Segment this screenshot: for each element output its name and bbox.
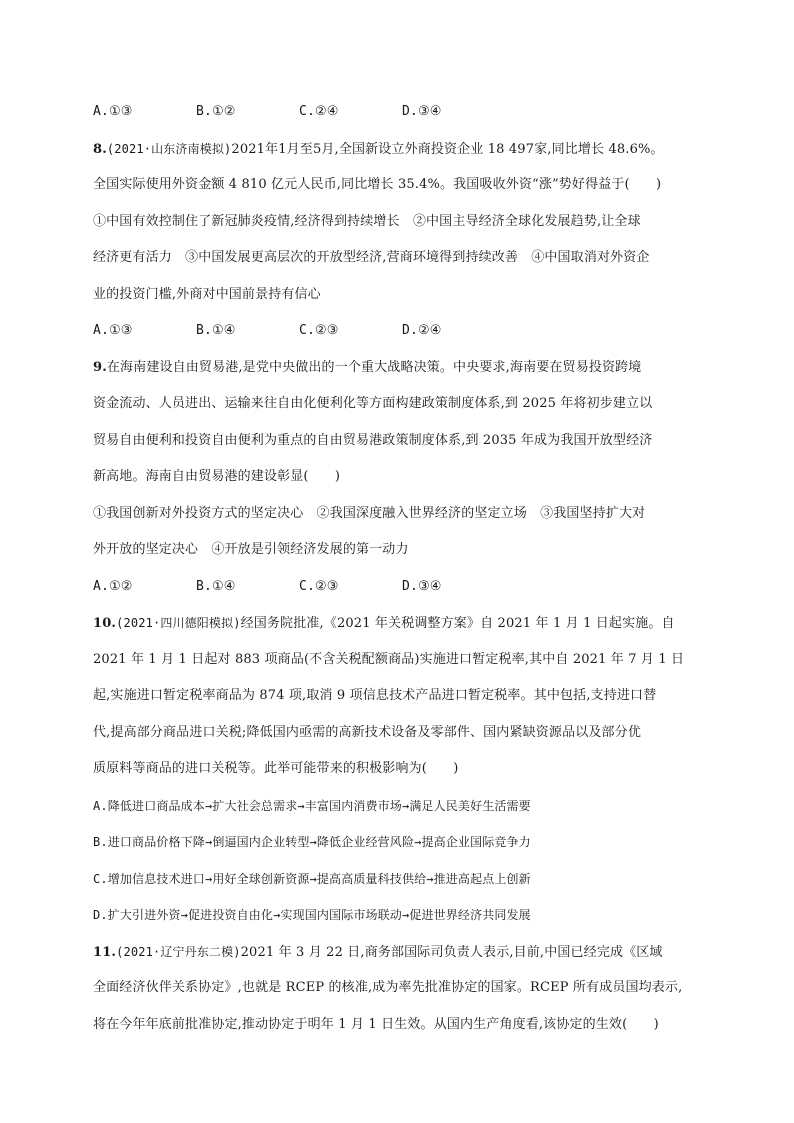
question-8-options	[93, 319, 713, 343]
option-c[interactable]: C.②③	[299, 323, 339, 338]
question-source: (2021·四川德阳模拟)	[116, 616, 241, 630]
option-b[interactable]: B.①②	[196, 104, 236, 119]
question-8-line-3: ①中国有效控制住了新冠肺炎疫情,经济得到持续增长 ②中国主导经济全球化发展趋势,让全球	[93, 213, 641, 229]
question-8-line-5: 业的投资门槛,外商对中国前景持有信心	[93, 286, 321, 302]
question-text: 在海南建设自由贸易港,是党中央做出的一个重大战略决策。中央要求,海南要在贸易投资跨境	[106, 359, 642, 375]
question-number: 10.	[93, 616, 117, 631]
option-c[interactable]: C.②④	[299, 104, 339, 119]
question-number: 11.	[93, 944, 117, 960]
question-number: 9.	[93, 359, 107, 375]
question-text: 2021年1月至5月,全国新设立外商投资企业 18 497家,同比增长 48.6%。	[231, 141, 664, 157]
question-content	[93, 100, 713, 1049]
question-9-line-2: 资金流动、人员进出、运输来往自由化便利化等方面构建政策制度体系,到 2025 年将初步建立以	[93, 396, 653, 411]
question-source: (2021·辽宁丹东二模)	[116, 944, 241, 959]
question-11-line-3: 将在今年年底前批准协定,推动协定于明年 1 月 1 日生效。从国内生产角度看,该协定的生效( )	[93, 1016, 659, 1032]
question-9-line-5: ①我国创新对外投资方式的坚定决心 ②我国深度融入世界经济的坚定立场 ③我国坚持扩大对	[93, 505, 646, 521]
question-10-line-5: 质原料等商品的进口关税等。此举可能带来的积极影响为( )	[93, 761, 459, 776]
question-10-option-d[interactable]: D.扩大引进外资→促进投资自由化→实现国内国际市场联动→促进世界经济共同发展	[93, 908, 531, 922]
option-d[interactable]: D.③④	[402, 578, 442, 594]
question-9-options	[93, 575, 713, 599]
option-c[interactable]: C.②③	[299, 578, 339, 594]
question-source: (2021·山东济南模拟)	[106, 141, 232, 156]
question-9-line-4: 新高地。海南自由贸易港的建设彰显( )	[93, 469, 341, 484]
option-d[interactable]: D.③④	[402, 104, 442, 119]
option-a[interactable]: A.①②	[93, 578, 133, 594]
option-d[interactable]: D.②④	[402, 323, 442, 338]
question-text: 经国务院批准,《2021 年关税调整方案》自 2021 年 1 月 1 日起实施。自	[240, 616, 675, 631]
question-8-line-2: 全国实际使用外资金额 4 810 亿元人民币,同比增长 35.4%。我国吸收外资“涨”势好得益于( )	[93, 177, 662, 192]
question-text: 2021 年 3 月 22 日,商务部国际司负责人表示,目前,中国已经完成《区域	[240, 944, 663, 960]
question-11-line-2: 全面经济伙伴关系协定》,也就是 RCEP 的核准,成为率先批准协定的国家。RCEP 所有成员国均表示,	[93, 980, 683, 995]
question-10-option-c[interactable]: C.增加信息技术进口→用好全球创新资源→提高高质量科技供给→推进高起点上创新	[93, 871, 531, 886]
question-10-option-b[interactable]: B.进口商品价格下降→倒逼国内企业转型→降低企业经营风险→提高企业国际竞争力	[93, 835, 531, 849]
option-a[interactable]: A.①③	[93, 323, 133, 338]
question-8-line-1	[93, 137, 713, 161]
question-9-line-6: 外开放的坚定决心 ④开放是引领经济发展的第一动力	[93, 542, 409, 557]
question-9-line-3: 贸易自由便利和投资自由便利为重点的自由贸易港政策制度体系,到 2035 年成为我国开放型经济	[93, 432, 653, 448]
question-9-line-1	[93, 356, 713, 380]
option-b[interactable]: B.①④	[196, 578, 236, 594]
option-b[interactable]: B.①④	[196, 323, 236, 338]
option-a[interactable]: A.①③	[93, 104, 133, 119]
question-10-option-a[interactable]: A.降低进口商品成本→扩大社会总需求→丰富国内消费市场→满足人民美好生活需要	[93, 798, 531, 813]
question-10-line-1	[93, 611, 713, 635]
question-10-line-4: 代,提高部分商品进口关税;降低国内亟需的高新技术设备及零部件、国内紧缺资源品以及部分优	[93, 724, 641, 740]
question-8-line-4: 经济更有活力 ③中国发展更高层次的开放型经济,营商环境得到持续改善 ④中国取消对外资企	[93, 250, 650, 265]
question-10-line-3: 起,实施进口暂定税率商品为 874 项,取消 9 项信息技术产品进口暂定税率。其中包括,支持进口替	[93, 688, 657, 703]
question-11-line-1	[93, 940, 713, 964]
question-number: 8.	[93, 141, 107, 157]
options-row-prev	[93, 100, 713, 124]
question-10-line-2: 2021 年 1 月 1 日起对 883 项商品(不含关税配额商品)实施进口暂定税率,其中自 2021 年 7 月 1 日	[93, 651, 685, 667]
